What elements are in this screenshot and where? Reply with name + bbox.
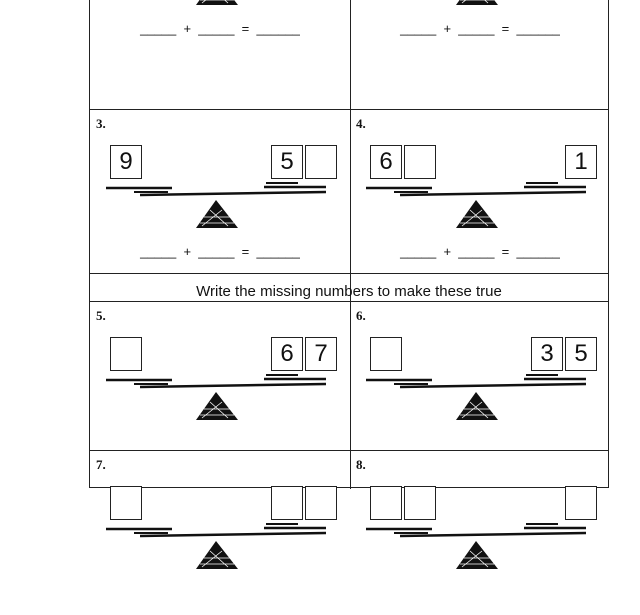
problem-cell: [350, 302, 610, 466]
problem-cell: [350, 0, 610, 51]
balance-scale: [90, 182, 350, 242]
instructions-text: Write the missing numbers to make these true: [196, 283, 502, 300]
problem-number: 5.: [96, 308, 106, 323]
number-box: 6: [271, 337, 303, 371]
problem-cell: [90, 302, 350, 466]
problem-cell: [90, 0, 350, 51]
number-box: 9: [110, 145, 142, 179]
answer-box[interactable]: [271, 486, 303, 520]
number-box: 6: [370, 145, 402, 179]
equation-blanks[interactable]: _____ + _____ = ______: [140, 244, 300, 259]
equation-blanks[interactable]: _____ + _____ = ______: [140, 21, 300, 36]
answer-box[interactable]: [404, 145, 436, 179]
problem-cell: [90, 451, 350, 615]
worksheet: [89, 0, 609, 488]
balance-scale: [90, 0, 350, 19]
number-box: 5: [271, 145, 303, 179]
answer-box[interactable]: [565, 486, 597, 520]
problem-number: 7.: [96, 457, 106, 472]
answer-box[interactable]: [370, 486, 402, 520]
balance-scale: [350, 0, 610, 19]
equation-blanks[interactable]: _____ + _____ = ______: [400, 244, 560, 259]
balance-scale: [350, 523, 610, 583]
problem-cell: [90, 110, 350, 274]
problem-number: 4.: [356, 116, 366, 131]
answer-box[interactable]: [110, 337, 142, 371]
answer-box[interactable]: [305, 145, 337, 179]
balance-scale: [90, 523, 350, 583]
number-box: 5: [565, 337, 597, 371]
answer-box[interactable]: [404, 486, 436, 520]
number-box: 7: [305, 337, 337, 371]
problem-number: 8.: [356, 457, 366, 472]
number-box: 3: [531, 337, 563, 371]
problem-cell: [350, 451, 610, 615]
balance-scale: [90, 374, 350, 434]
balance-scale: [350, 374, 610, 434]
balance-scale: [350, 182, 610, 242]
answer-box[interactable]: [110, 486, 142, 520]
problem-cell: [350, 110, 610, 274]
problem-number: 6.: [356, 308, 366, 323]
problem-number: 3.: [96, 116, 106, 131]
number-box: 1: [565, 145, 597, 179]
answer-box[interactable]: [370, 337, 402, 371]
equation-blanks[interactable]: _____ + _____ = ______: [400, 21, 560, 36]
answer-box[interactable]: [305, 486, 337, 520]
